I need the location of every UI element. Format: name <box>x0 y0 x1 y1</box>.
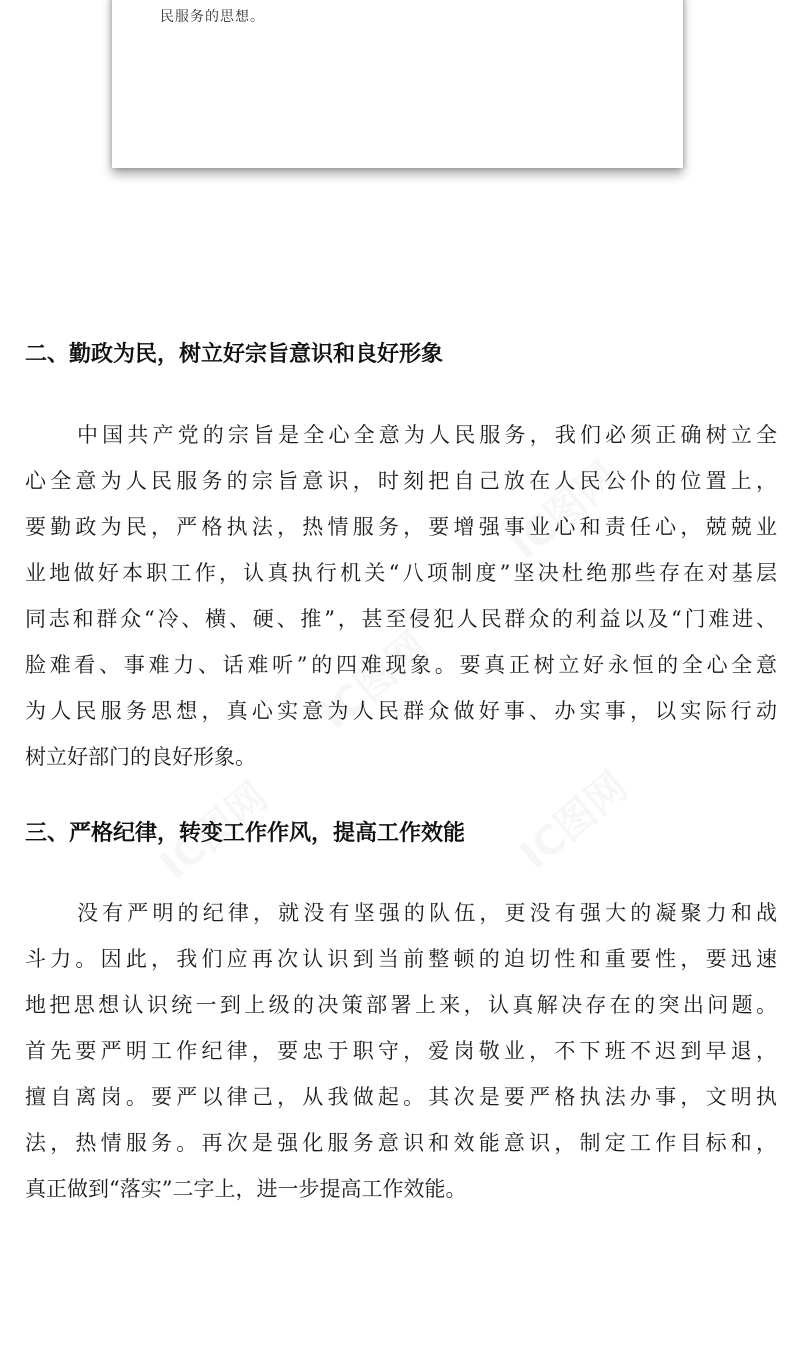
paragraph-line: 为人民服务思想，真心实意为人民群众做好事、办实事，以实际行动 <box>25 699 777 723</box>
section-2-body <box>25 412 777 780</box>
paragraph-line: 同志和群众“冷、横、硬、推”，甚至侵犯人民群众的利益以及“门难进、 <box>25 607 777 631</box>
section-3-body <box>25 890 777 1212</box>
preview-text-line: 民服务的思想。 <box>160 9 265 25</box>
paragraph-line: 没有严明的纪律，就没有坚强的队伍，更没有强大的凝聚力和战 <box>77 901 777 925</box>
section-heading-2: 二、勤政为民，树立好宗旨意识和良好形象 <box>25 342 444 367</box>
paragraph-line: 法，热情服务。再次是强化服务意识和效能意识，制定工作目标和， <box>25 1131 777 1155</box>
paragraph-line: 心全意为人民服务的宗旨意识，时刻把自己放在人民公仆的位置上， <box>25 469 777 493</box>
paragraph-line: 斗力。因此，我们应再次认识到当前整顿的迫切性和重要性，要迅速 <box>25 947 777 971</box>
paragraph-line: 树立好部门的良好形象。 <box>25 745 256 769</box>
paragraph-line: 真正做到“落实”二字上，进一步提高工作效能。 <box>25 1177 467 1201</box>
paragraph-line: 首先要严明工作纪律，要忠于职守，爱岗敬业，不下班不迟到早退， <box>25 1039 777 1063</box>
paragraph-line: 地把思想认识统一到上级的决策部署上来，认真解决存在的突出问题。 <box>25 993 777 1017</box>
paragraph-line: 要勤政为民，严格执法，热情服务，要增强事业心和责任心，兢兢业 <box>25 515 777 539</box>
paragraph-line: 擅自离岗。要严以律己，从我做起。其次是要严格执法办事，文明执 <box>25 1085 777 1109</box>
paragraph-line: 业地做好本职工作，认真执行机关“八项制度”坚决杜绝那些存在对基层 <box>25 561 777 585</box>
section-heading-3: 三、严格纪律，转变工作作风，提高工作效能 <box>25 821 466 846</box>
document-preview-card <box>112 0 683 168</box>
paragraph-line: 中国共产党的宗旨是全心全意为人民服务，我们必须正确树立全 <box>77 423 777 447</box>
paragraph-line: 脸难看、事难力、话难听”的四难现象。要真正树立好永恒的全心全意 <box>25 653 777 677</box>
